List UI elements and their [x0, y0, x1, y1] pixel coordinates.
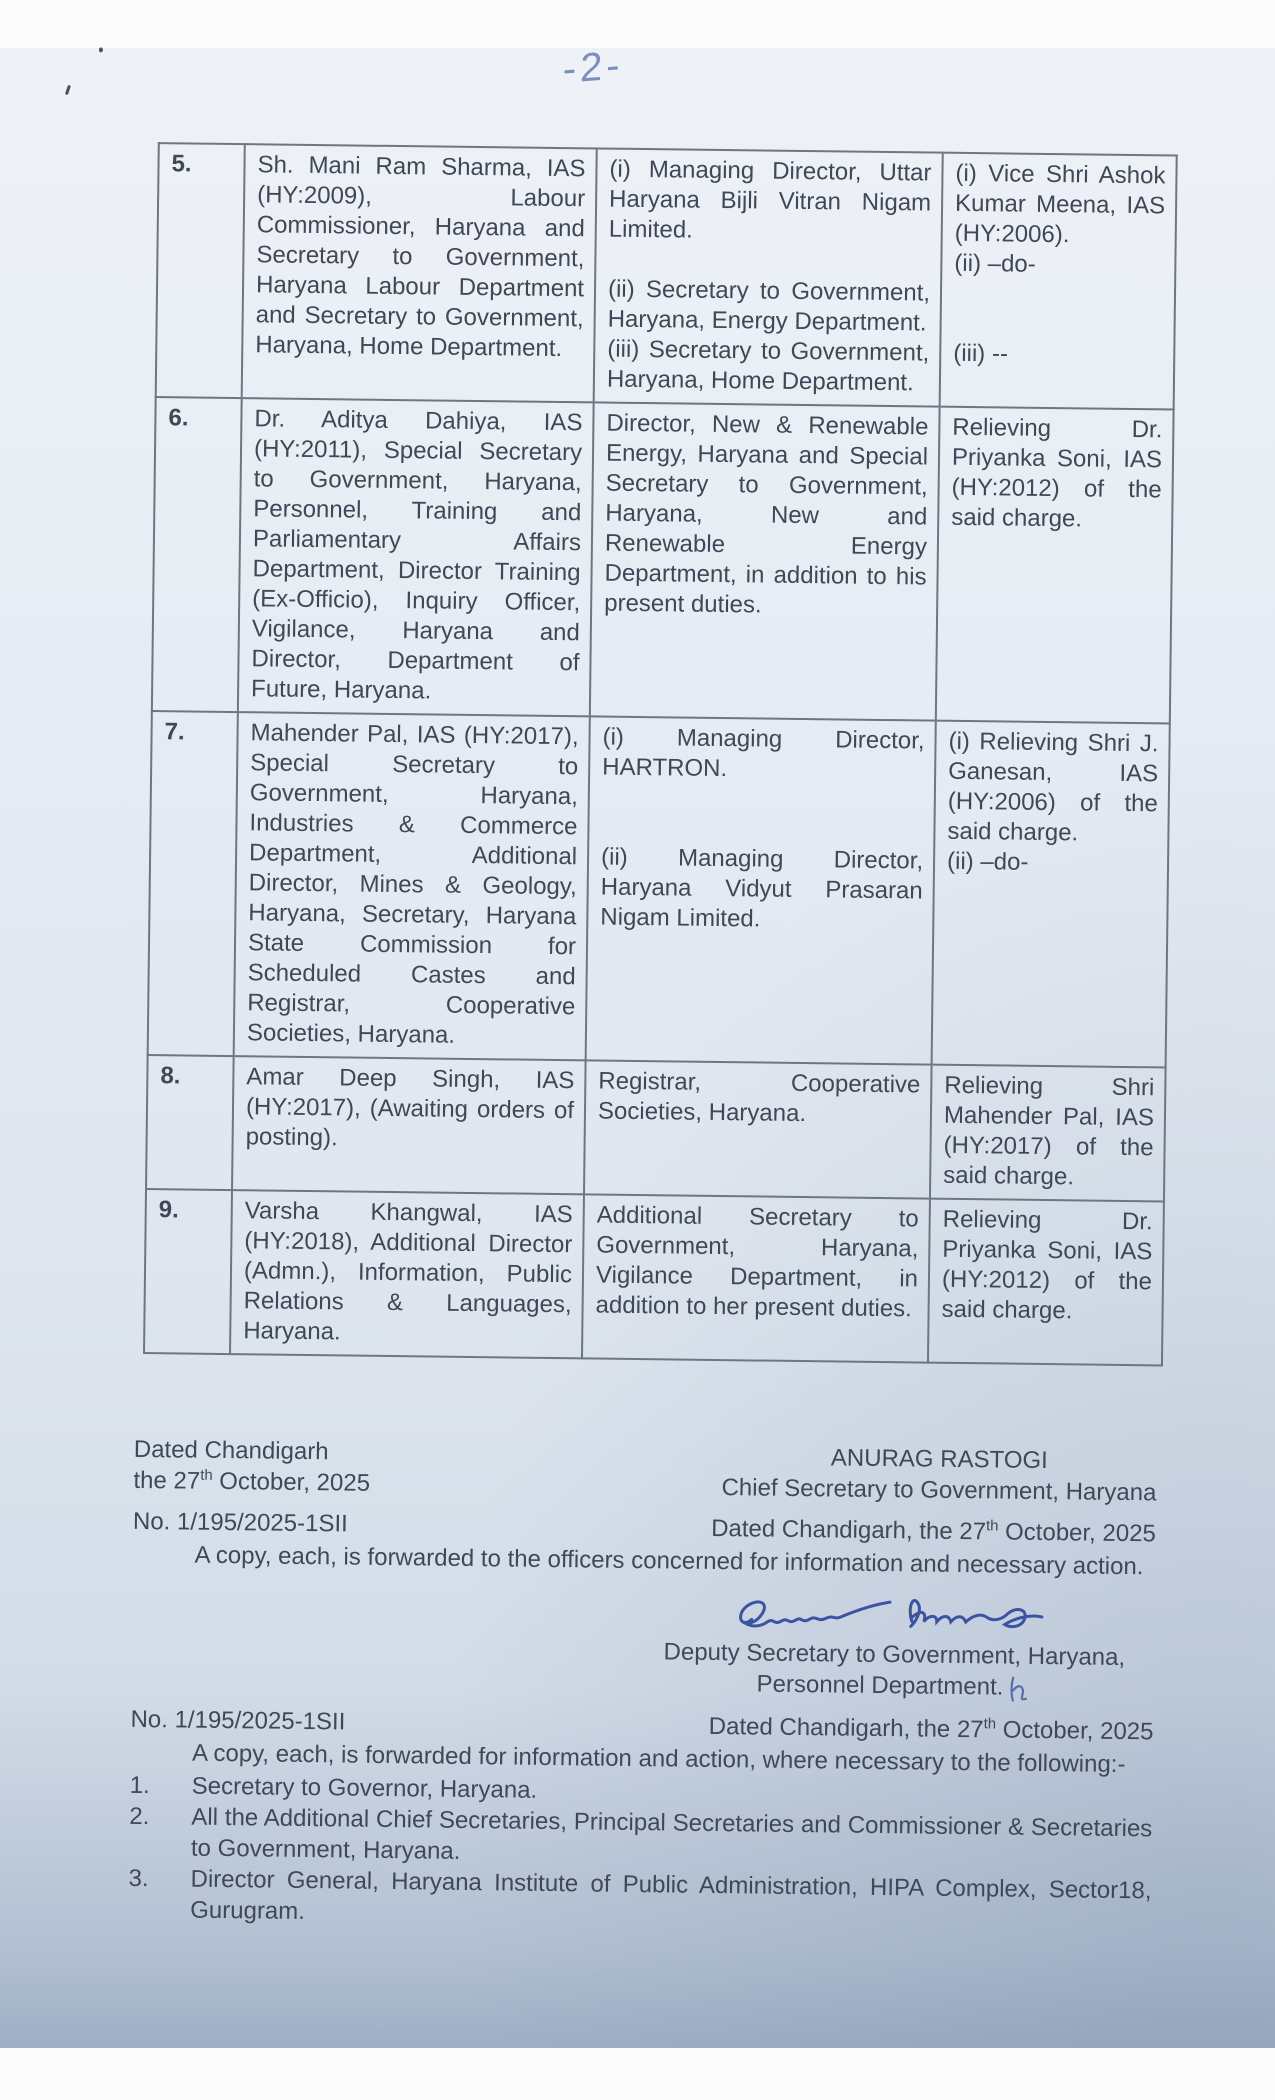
cell-paragraph: Mahender Pal, IAS (HY:2017), Special Secretary to Government, Haryana, Industries & Commerce Department, Additional Director, Mines & Geology, Haryana, Secretary, Haryana State Commission for Scheduled Castes and Registrar, Cooperative Societies, Haryana.: [246, 719, 579, 1049]
paper-sheet: [0, 42, 1275, 2048]
cell-paragraph: (ii) –do-: [954, 249, 1036, 278]
backdrop-bottom: [0, 2048, 1275, 2100]
cell-paragraph: (iii) Secretary to Government, Haryana, Home Department.: [606, 335, 930, 397]
stray-ink-mark: [65, 85, 71, 95]
cell-paragraph: [602, 783, 924, 817]
distribution-item-number: 1.: [129, 1771, 150, 1800]
distribution-item-text: Director General, Haryana Institute of Public Administration, HIPA Complex, Sector18, Gurugram.: [190, 1865, 1152, 1926]
distribution-item-number: 2.: [129, 1802, 150, 1831]
table-row: [156, 143, 1177, 409]
cell-paragraph: Registrar, Cooperative Societies, Haryana.: [597, 1067, 921, 1128]
dated-signatory-row: [133, 1434, 1157, 1508]
signatory-block: [721, 1441, 1157, 1508]
cell-paragraph: Relieving Dr. Priyanka Soni, IAS (HY:2012) of the said charge.: [951, 413, 1163, 533]
signatory-title: Chief Secretary to Government, Haryana: [721, 1474, 1157, 1507]
cell-paragraph: (i) Relieving Shri J. Ganesan, IAS (HY:2006) of the said charge.: [947, 727, 1159, 847]
cell-remarks: [936, 407, 1174, 724]
letter-footer: [0, 1432, 1269, 1939]
cell-paragraph: [954, 279, 1164, 312]
table-row: [144, 1189, 1164, 1365]
cell-paragraph: (ii) –do-: [946, 847, 1029, 876]
forwarding-paragraph-2: A copy, each, is forwarded for information and action, where necessary to the following:-: [191, 1739, 1126, 1779]
table-row: [148, 711, 1170, 1067]
cell-serial: [148, 711, 238, 1056]
cell-paragraph: Director, New & Renewable Energy, Haryana and Special Secretary to Government, Haryana, New and Renewable Energy Department, in addition to his present duties.: [604, 409, 929, 619]
distribution-item-text: Secretary to Governor, Haryana.: [191, 1772, 538, 1804]
cell-officer: [232, 1056, 586, 1194]
cell-paragraph: [608, 245, 930, 279]
dated-date: the 27th October, 2025: [133, 1466, 371, 1497]
cell-serial: [146, 1055, 234, 1190]
cell-paragraph: Additional Secretary to Government, Haryana, Vigilance Department, in addition to her present duties.: [595, 1201, 919, 1323]
signatory-name: ANURAG RASTOGI: [830, 1444, 1048, 1475]
backdrop-top: [0, 0, 1275, 48]
assignments-table-body: [144, 143, 1177, 1365]
cell-paragraph: (ii) Managing Director, Haryana Vidyut Prasaran Nigam Limited.: [600, 843, 924, 933]
cell-serial: [144, 1189, 232, 1354]
cell-posting: [594, 148, 943, 406]
reference-date: Dated Chandigarh, the 27th October, 2025: [711, 1514, 1157, 1548]
cell-posting: [590, 402, 940, 720]
distribution-item: [128, 1863, 1152, 1937]
handwritten-page-number: -2-: [562, 42, 625, 92]
cell-serial: [152, 397, 242, 712]
cell-remarks: [932, 721, 1170, 1068]
cell-paragraph: Relieving Dr. Priyanka Soni, IAS (HY:2012) of the said charge.: [941, 1205, 1153, 1325]
cell-officer: [242, 144, 597, 402]
cell-paragraph: Sh. Mani Ram Sharma, IAS (HY:2009), Labour Commissioner, Haryana and Secretary to Government, Haryana Labour Department and Secretary to Government, Haryana, Home Department.: [255, 151, 586, 363]
reference-number: No. 1/195/2025-1SII: [132, 1507, 348, 1538]
cell-officer: [238, 398, 594, 716]
table-row: [152, 397, 1174, 723]
reference-number: No. 1/195/2025-1SII: [130, 1705, 346, 1736]
cell-paragraph: [601, 813, 923, 847]
stray-ink-mark: [99, 47, 103, 52]
deputy-title-line1: Deputy Secretary to Government, Haryana,: [663, 1638, 1126, 1672]
cell-officer: [234, 712, 590, 1060]
cell-paragraph: 5.: [171, 150, 192, 178]
distribution-item-number: 3.: [128, 1864, 149, 1893]
cell-remarks: [940, 153, 1177, 410]
cell-paragraph: (i) Vice Shri Ashok Kumar Meena, IAS (HY:2006).: [954, 159, 1166, 249]
cell-paragraph: Amar Deep Singh, IAS (HY:2017), (Awaiting orders of posting).: [245, 1063, 575, 1152]
table-row: [146, 1055, 1166, 1201]
cell-paragraph: (i) Managing Director, HARTRON.: [602, 723, 925, 783]
deputy-signature-block: [634, 1578, 1155, 1706]
reference-date: Dated Chandigarh, the 27th October, 2025: [708, 1712, 1154, 1746]
page-content: [0, 40, 1275, 2055]
deputy-title-line2: Personnel Department.: [634, 1667, 1154, 1706]
cell-paragraph: 6.: [168, 404, 189, 432]
cell-officer: [230, 1190, 584, 1358]
cell-paragraph: Dr. Aditya Dahiya, IAS (HY:2011), Special Secretary to Government, Haryana, Personnel, Training and Parliamentary Affairs Department, Director Training (Ex-Officio), Inquiry Officer, Vigilance, Haryana and Director, Department of Future, Haryana.: [250, 405, 583, 705]
distribution-list: [128, 1770, 1153, 1937]
dated-block: [133, 1434, 370, 1499]
cell-paragraph: (iii) --: [953, 339, 1009, 368]
cell-remarks: [928, 1199, 1164, 1366]
cell-paragraph: 9.: [158, 1196, 179, 1224]
distribution-item-text: All the Additional Chief Secretaries, Principal Secretaries and Commissioner & Secretaries to Government, Haryana.: [190, 1803, 1153, 1865]
dated-place: Dated Chandigarh: [133, 1435, 329, 1466]
cell-paragraph: [953, 309, 1163, 342]
cell-paragraph: (ii) Secretary to Government, Haryana, Energy Department.: [607, 275, 931, 337]
cell-posting: [584, 1060, 932, 1198]
cell-paragraph: Relieving Shri Mahender Pal, IAS (HY:2017) of the said charge.: [943, 1071, 1155, 1191]
initials-mark: [1005, 1675, 1031, 1705]
forwarding-paragraph-1: A copy, each, is forwarded to the officers concerned for information and necessary action.: [194, 1541, 1144, 1581]
cell-paragraph: (i) Managing Director, Uttar Haryana Bijli Vitran Nigam Limited.: [608, 155, 932, 244]
officer-assignments-table: [143, 142, 1178, 1366]
cell-remarks: [930, 1065, 1166, 1202]
cell-posting: [586, 716, 936, 1064]
cell-posting: [582, 1194, 930, 1362]
cell-paragraph: 7.: [164, 718, 185, 746]
cell-paragraph: Varsha Khangwal, IAS (HY:2018), Additional Director (Admn.), Information, Public Relations & Languages, Haryana.: [243, 1197, 573, 1346]
cell-serial: [156, 143, 245, 398]
cell-paragraph: 8.: [160, 1062, 181, 1090]
